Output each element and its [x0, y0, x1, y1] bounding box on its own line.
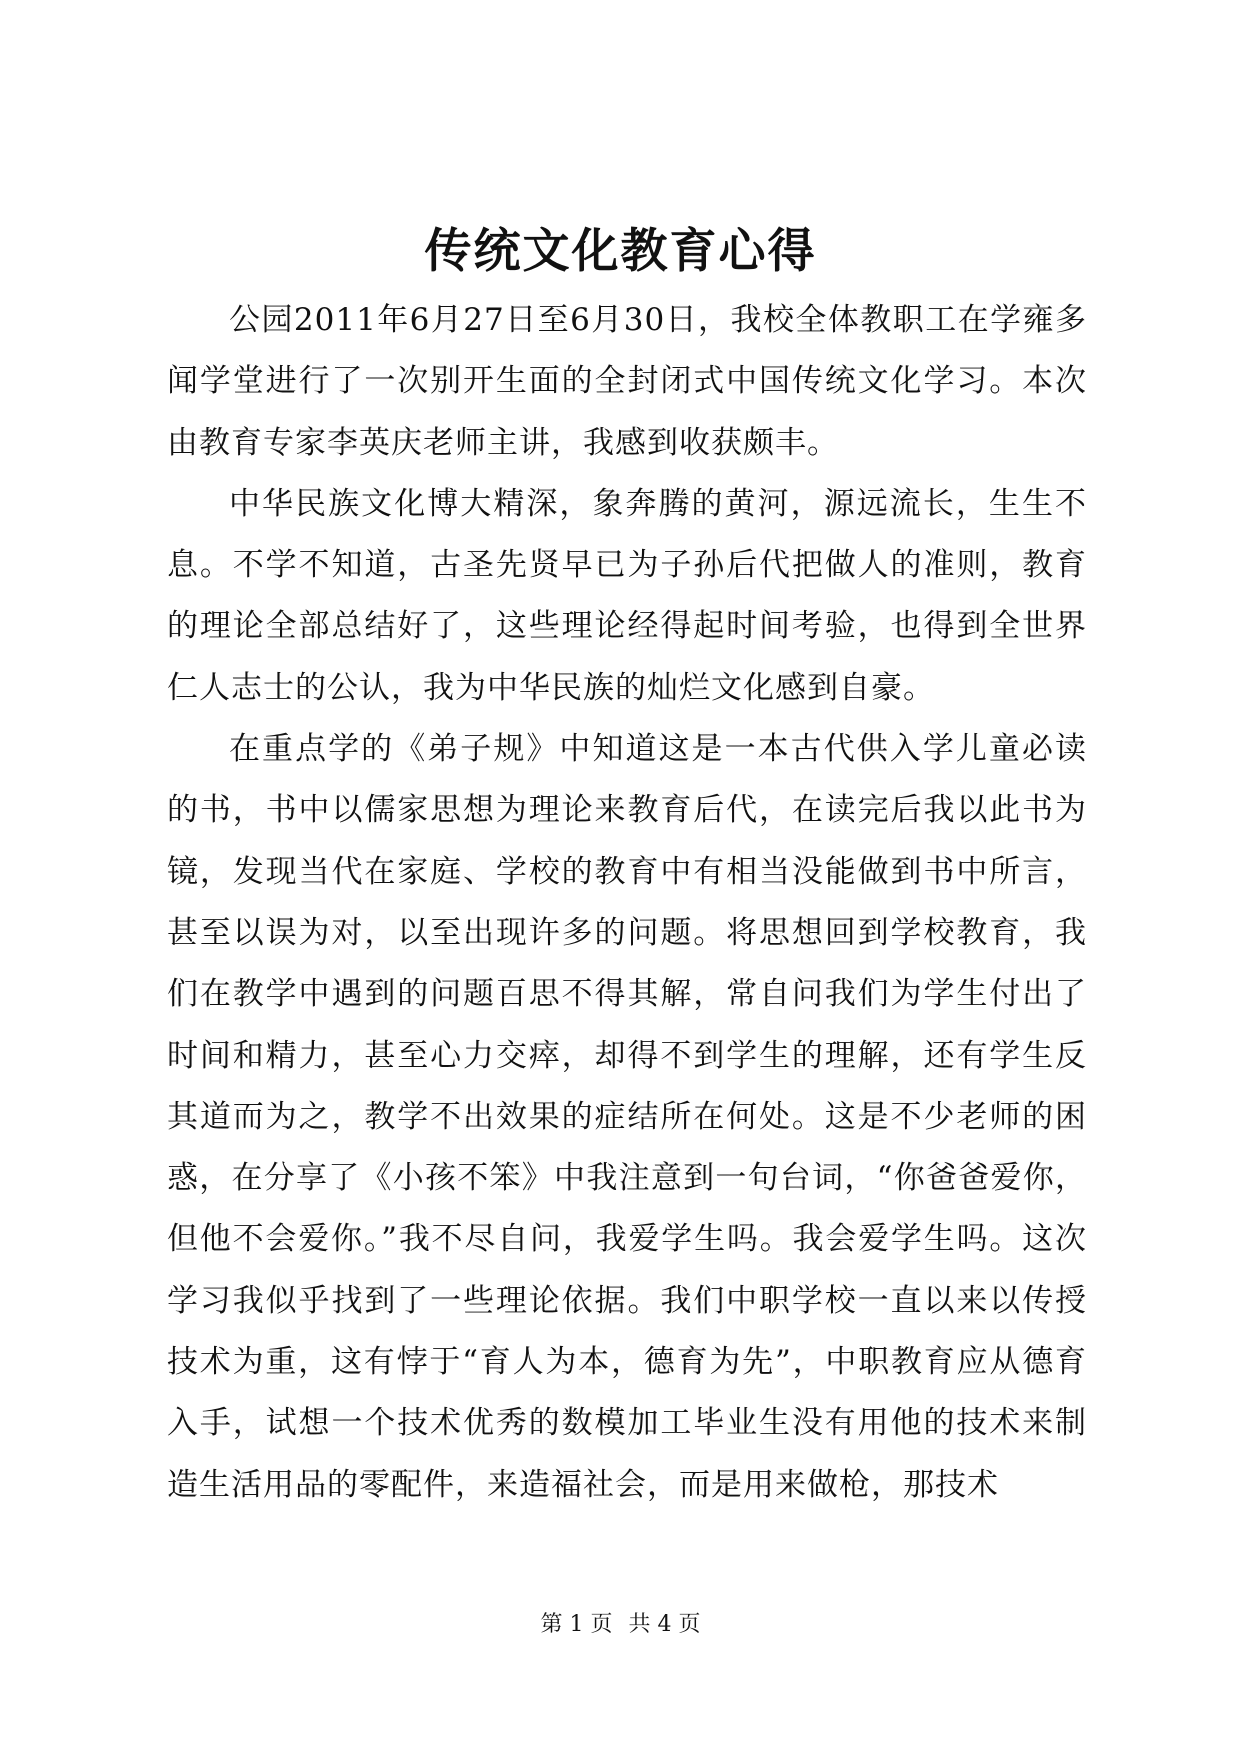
page-total: 共 4 页: [628, 1612, 701, 1637]
page-footer: [0, 1610, 1241, 1640]
paragraph-2: 中华民族文化博大精深，象奔腾的黄河，源远流长，生生不息。不学不知道，古圣先贤早已为子孙后代把做人的准则，教育的理论全部总结好了，这些理论经得起时间考验，也得到全世界仁人志士的公认，我为中华民族的灿烂文化感到自豪。: [167, 485, 1087, 706]
document-title: 传统文化教育心得: [424, 224, 817, 279]
page-number: 第 1 页: [540, 1612, 613, 1637]
paragraph-1: 公园2011年6月27日至6月30日，我校全体教职工在学雍多闻学堂进行了一次别开生面的全封闭式中国传统文化学习。本次由教育专家李英庆老师主讲，我感到收获颇丰。: [167, 302, 1087, 461]
document-body: [167, 290, 1087, 1516]
paragraph-3: 在重点学的《弟子规》中知道这是一本古代供入学儿童必读的书，书中以儒家思想为理论来教育后代，在读完后我以此书为镜，发现当代在家庭、学校的教育中有相当没能做到书中所言，甚至以误为对，以至出现许多的问题。将思想回到学校教育，我们在教学中遇到的问题百思不得其解，常自问我们为学生付出了时间和精力，甚至心力交瘁，却得不到学生的理解，还有学生反其道而为之，教学不出效果的症结所在何处。这是不少老师的困惑，在分享了《小孩不笨》中我注意到一句台词，“你爸爸爱你，但他不会爱你。”我不尽自问，我爱学生吗。我会爱学生吗。这次学习我似乎找到了一些理论依据。我们中职学校一直以来以传授技术为重，这有悖于“育人为本，德育为先”，中职教育应从德育入手，试想一个技术优秀的数模加工毕业生没有用他的技术来制造生活用品的零配件，来造福社会，而是用来做枪，那技术: [167, 731, 1087, 1503]
